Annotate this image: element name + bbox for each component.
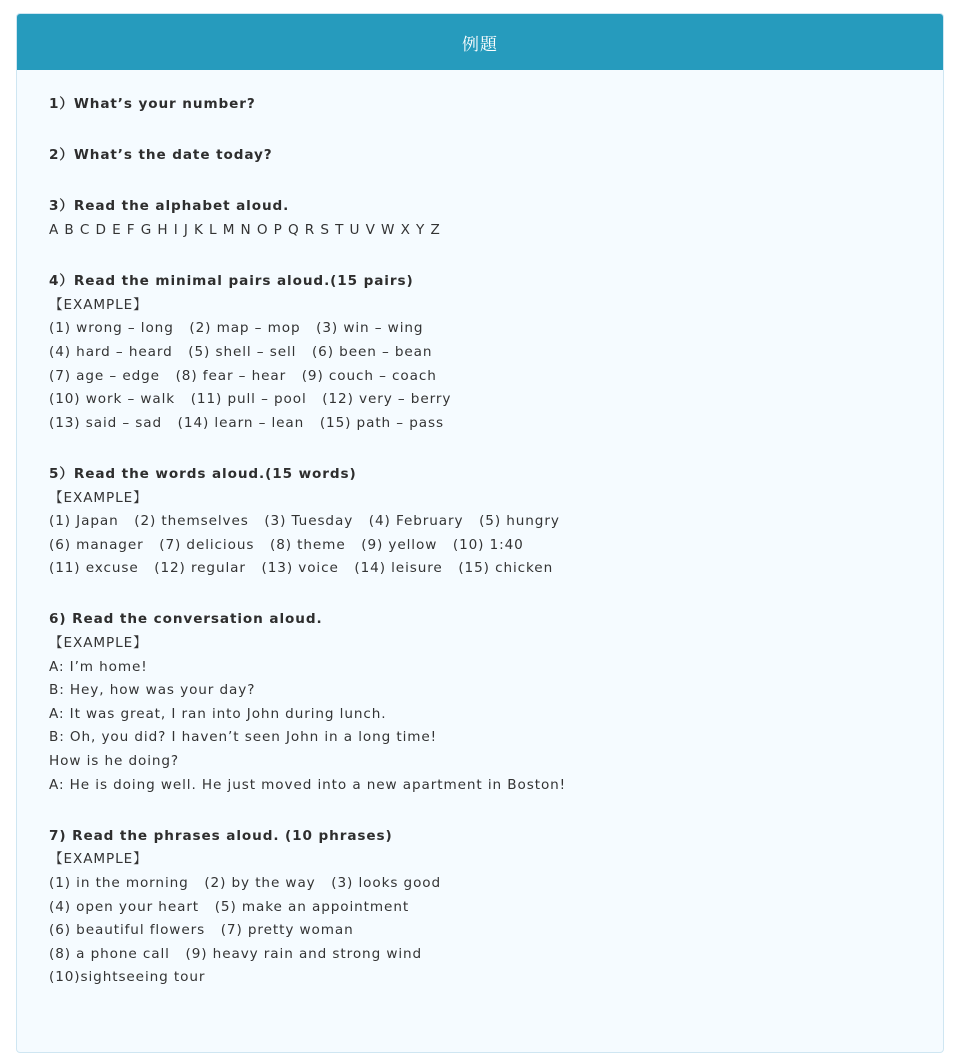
section-title: 1）What’s your number?: [49, 96, 256, 112]
conversation-line: A: He is doing well. He just moved into a new apartment in Boston!: [49, 776, 567, 793]
words-line: (6) manager (7) delicious (8) theme (9) yellow (10) 1:40: [49, 536, 524, 553]
example-label: 【EXAMPLE】: [49, 296, 148, 313]
pairs-line: (13) said – sad (14) learn – lean (15) path – pass: [49, 414, 444, 431]
conversation-line: B: Hey, how was your day?: [49, 682, 256, 699]
card-body: [17, 70, 943, 990]
phrases-line: (1) in the morning (2) by the way (3) looks good: [49, 875, 442, 891]
section-2: [49, 144, 943, 168]
alphabet-line: A B C D E F G H I J K L M N O P Q R S T U V W X Y Z: [49, 221, 441, 238]
conversation-line: A: It was great, I ran into John during lunch.: [49, 705, 387, 722]
section-1: [49, 93, 943, 117]
pairs-line: (4) hard – heard (5) shell – sell (6) been – bean: [49, 343, 433, 360]
section-3: [49, 195, 943, 242]
example-label: 【EXAMPLE】: [49, 489, 148, 506]
phrases-line: (8) a phone call (9) heavy rain and strong wind: [49, 945, 423, 962]
phrases-line: (6) beautiful flowers (7) pretty woman: [49, 922, 354, 939]
section-title: 2）What’s the date today?: [49, 147, 273, 164]
example-label: 【EXAMPLE】: [49, 635, 148, 652]
words-line: (11) excuse (12) regular (13) voice (14) leisure (15) chicken: [49, 560, 554, 577]
section-6: [49, 608, 943, 797]
section-4: [49, 270, 943, 435]
conversation-line: B: Oh, you did? I haven’t seen John in a long time!: [49, 729, 438, 746]
card-header: [17, 14, 943, 70]
phrases-line: (10)sightseeing tour: [49, 969, 206, 986]
section-7: [49, 825, 943, 990]
conversation-line: A: I’m home!: [49, 658, 148, 675]
words-line: (1) Japan (2) themselves (3) Tuesday (4) February (5) hungry: [49, 513, 560, 530]
section-title: 4）Read the minimal pairs aloud.(15 pairs): [49, 273, 414, 290]
conversation-line: How is he doing?: [49, 753, 180, 770]
card-title: 例題: [462, 34, 498, 55]
section-title: 3）Read the alphabet aloud.: [49, 198, 290, 215]
section-title: 6) Read the conversation aloud.: [49, 611, 323, 628]
section-title: 5）Read the words aloud.(15 words): [49, 465, 357, 482]
pairs-line: (7) age – edge (8) fear – hear (9) couch – coach: [49, 367, 437, 384]
example-card: [16, 13, 944, 1053]
pairs-line: (1) wrong – long (2) map – mop (3) win – wing: [49, 320, 424, 337]
phrases-line: (4) open your heart (5) make an appointment: [49, 898, 410, 915]
pairs-line: (10) work – walk (11) pull – pool (12) very – berry: [49, 391, 452, 408]
section-title: 7) Read the phrases aloud. (10 phrases): [49, 827, 393, 844]
example-label: 【EXAMPLE】: [49, 851, 148, 868]
section-5: [49, 463, 943, 581]
